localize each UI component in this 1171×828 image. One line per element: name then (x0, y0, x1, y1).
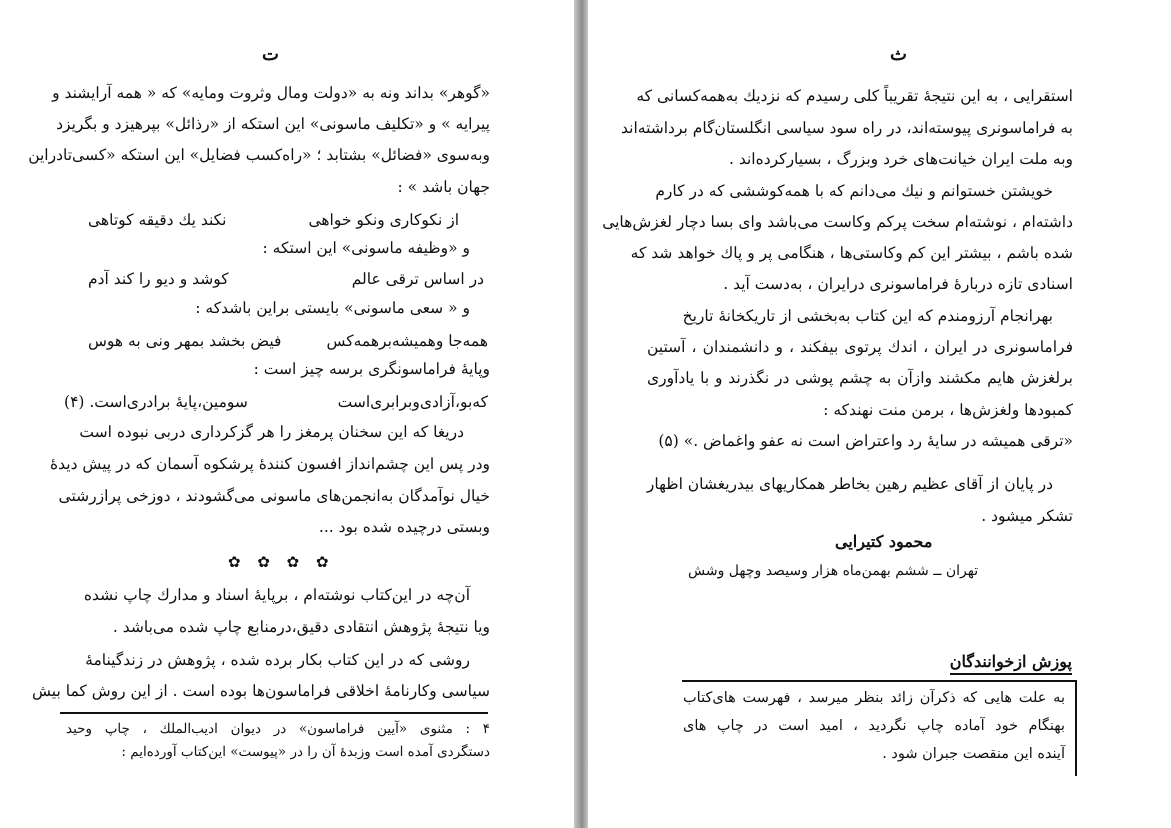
text-line: پیرایه » و «تکلیف ماسونی» این استکه از «رذائل» بپرهیزد و بگریزد (56, 115, 490, 133)
apology-line: آینده این منقصت جبران شود . (882, 746, 1065, 762)
footnote-line: ۴ : مثنوی «آیین فراماسون» در دیوان ادیب‌الملك ، چاپ وحید (66, 721, 490, 737)
text-line: وبه‌سوی «فضائل» بشتابد ؛ «راه‌کسب فضایل» این استکه «کسی‌تادراین (28, 146, 490, 164)
verse-left-hemistich: سومین،پایهٔ برادری‌است. (۴) (64, 393, 248, 411)
text-line: روشی که در این کتاب بکار برده شده ، پژوهش در زندگینامهٔ (85, 651, 470, 669)
text-line: اسنادی تازه دربارهٔ فراماسونری درایران ، به‌دست آید . (723, 275, 1073, 293)
text-line: «گوهر» بداند ونه به «دولت ومال وثروت ومایه» که « همه آرایشند و (52, 84, 490, 102)
text-line: خویشتن خستوانم و نیك می‌دانم که با همه‌کوششی که در کارم (655, 182, 1053, 200)
verse-right-hemistich: از نکوکاری ونکو خواهی (308, 211, 459, 229)
text-line: برلغزش هایم مکشند وازآن به چشم پوشی در نگذرند و با یادآوری (647, 369, 1073, 387)
text-line: وبستی درچیده شده بود ... (318, 518, 490, 536)
text-line: به فراماسونری پیوسته‌اند، در راه سود سیاسی انگلستان‌گام برداشته‌اند (621, 119, 1073, 137)
text-line: جهان باشد » : (397, 178, 490, 196)
text-line: خیال نوآمدگان به‌انجمن‌های ماسونی می‌گشودند ، دوزخی پرازرشتی (58, 487, 490, 505)
text-line: و « سعی ماسونی» بایستی براین باشدکه : (195, 299, 470, 317)
text-line: و «وظیفه ماسونی» این استکه : (262, 239, 470, 257)
signature-date: تهران ــ ششم بهمن‌ماه هزار وسیصد وچهل وشش (688, 563, 979, 579)
verse-right-hemistich: در اساس ترقی عالم (351, 270, 484, 288)
apology-line: بهنگام خود آماده چاپ نگردید ، امید است در چاپ های (683, 718, 1065, 734)
text-line: فراماسونری در ایران ، اندك پرتوی بیفکند ، و دانشمندان ، آستین (647, 338, 1073, 356)
text-line: شده باشم ، بیشتر این کم وکاستی‌ها ، هنگامی پر و پاك خواهد شد که (630, 244, 1073, 262)
page-number: ث (890, 44, 907, 65)
footnote-divider (60, 712, 488, 714)
footnote-line: دستگردی آمده است وزبدهٔ آن را در «پیوست» این‌کتاب آورده‌ایم : (121, 744, 490, 760)
text-line: وپایهٔ فراماسونگری برسه چیز است : (253, 360, 490, 378)
right-page (588, 0, 1171, 828)
left-page (0, 0, 574, 828)
text-line: آن‌چه در این‌کتاب نوشته‌ام ، برپایهٔ اسناد و مدارك چاپ نشده (83, 586, 470, 604)
text-line: وبه ملت ایران خیانت‌های خرد وبزرگ ، بسیارکرده‌اند . (729, 150, 1073, 168)
section-separator-stars: ✿ ✿ ✿ ✿ (228, 553, 335, 571)
verse-left-hemistich: کوشد و دیو را کند آدم (88, 270, 229, 288)
apology-line: به علت هایی که ذکرآن زائد بنظر میرسد ، فهرست های‌کتاب (683, 690, 1065, 706)
book-gutter (574, 0, 588, 828)
verse-left-hemistich: نکند یك دقیقه کوتاهی (88, 211, 227, 229)
text-line: سیاسی وکارنامهٔ اخلاقی فراماسون‌ها بوده است . از این روش کما بیش (32, 682, 490, 700)
text-line: «ترقی همیشه در سایهٔ رد واعتراض است نه عفو واغماض .» (۵) (658, 432, 1073, 450)
text-line: دریغا که این سخنان پرمغز را هر گزکرداری دربی نبوده است (79, 423, 464, 441)
text-line: ودر پس این چشم‌انداز افسون کنندهٔ پرشکوه آسمان که در پیش دیدهٔ (50, 455, 490, 473)
text-line: کمبودها ولغزش‌ها ، برمن منت نهندکه : (823, 401, 1073, 419)
text-line: استقرایی ، به این نتیجهٔ تقریباً کلی رسیدم که نزدیك به‌همه‌کسانی که (636, 87, 1073, 105)
text-line: داشته‌ام ، نوشته‌ام سخت پرکم وکاست می‌باشد وای بسا دچار لغزش‌هایی (602, 213, 1073, 231)
page-number: ت (262, 44, 279, 65)
apology-heading: پوزش ازخوانندگان (950, 652, 1072, 675)
author-signature: محمود کتیرایی (835, 532, 933, 551)
text-line: ویا نتیجهٔ پژوهش انتقادی دقیق،درمنابع چاپ شده می‌باشد . (112, 618, 490, 636)
text-line: در پایان از آقای عظیم رهین بخاطر همکاریهای بیدریغشان اظهار (646, 475, 1053, 493)
verse-left-hemistich: فیض بخشد بمهر ونی به هوس (88, 332, 282, 350)
verse-right-hemistich: همه‌جا وهمیشه‌برهمه‌کس (326, 332, 488, 350)
text-line: تشکر میشود . (981, 507, 1073, 525)
verse-right-hemistich: که‌بو،آزادی‌وبرابری‌است (337, 393, 488, 411)
text-line: بهرانجام آرزومندم که این کتاب به‌بخشی از تاریکخانهٔ تاریخ (682, 307, 1053, 325)
